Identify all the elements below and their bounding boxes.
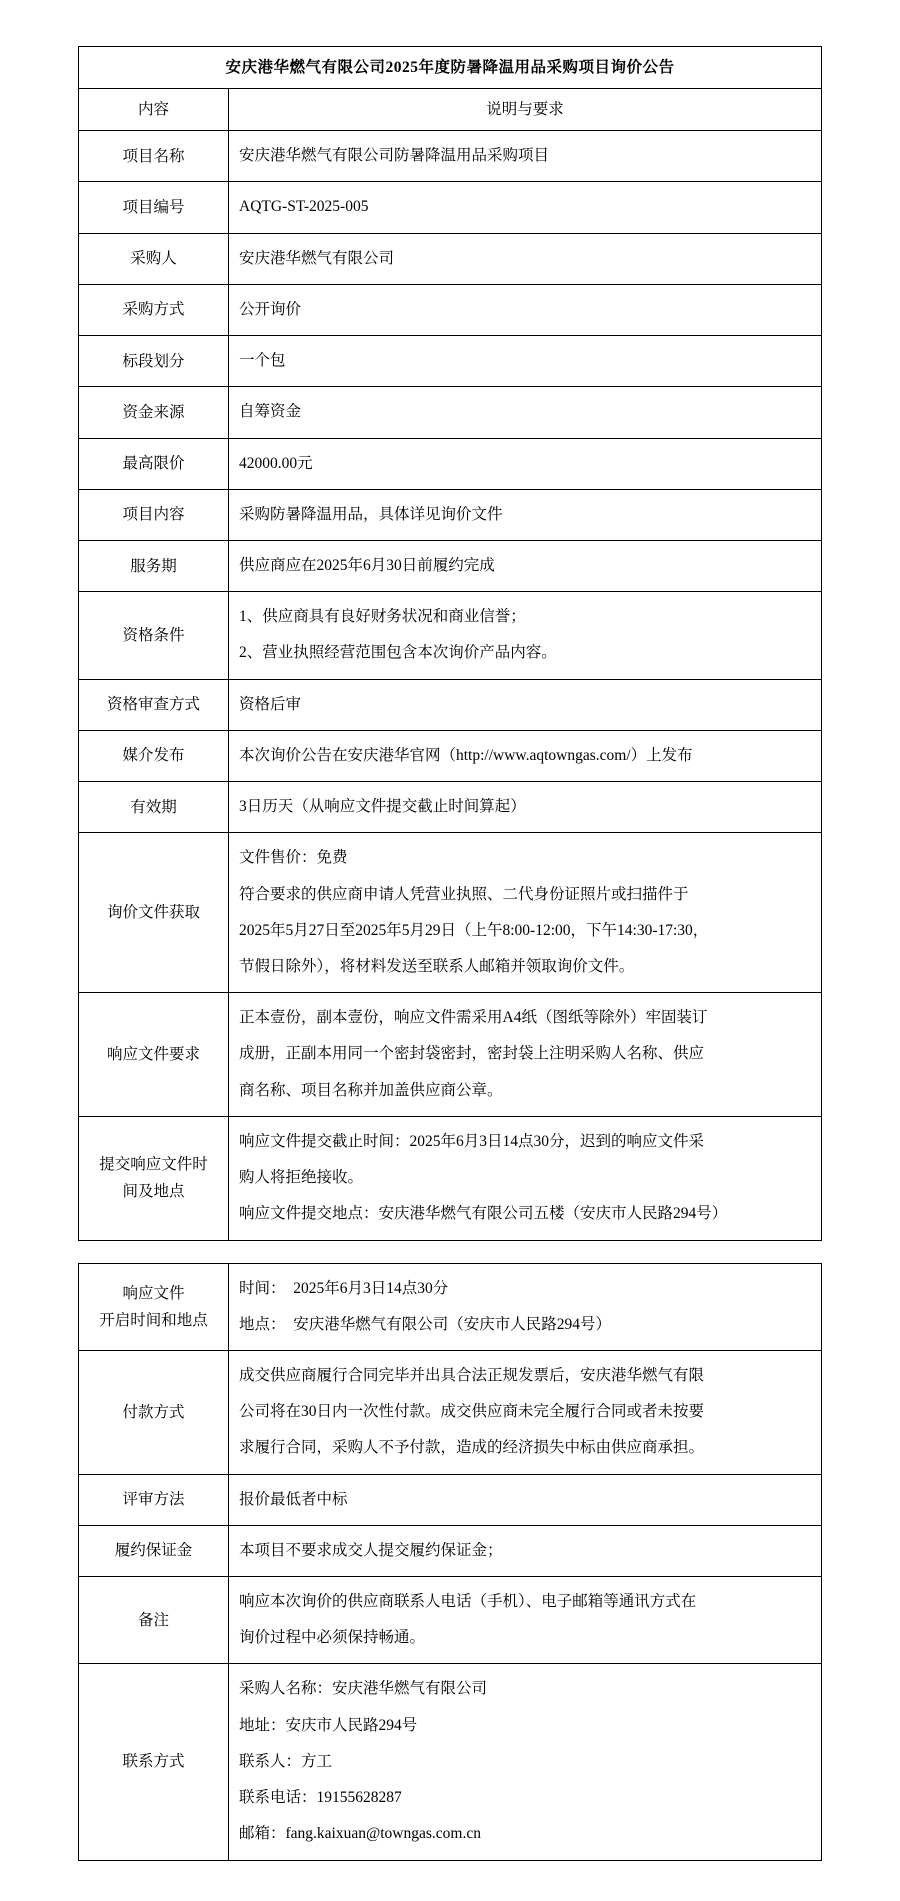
row-value [229, 336, 822, 387]
row-value [229, 1664, 822, 1860]
row-value-line: 公开询价 [239, 300, 302, 318]
row-value-line: 地点： 安庆港华燃气有限公司（安庆市人民路294号） [239, 1315, 612, 1333]
row-value [229, 782, 822, 833]
row-label: 最高限价 [79, 438, 229, 489]
announcement-table-top [78, 46, 822, 1241]
row-value [229, 679, 822, 730]
table-gap [78, 1241, 822, 1263]
row-value [229, 1263, 822, 1350]
row-label: 评审方法 [79, 1474, 229, 1525]
row-label: 媒介发布 [79, 730, 229, 781]
title-row [79, 47, 822, 89]
table-row [79, 182, 822, 233]
row-value [229, 182, 822, 233]
row-label: 付款方式 [79, 1350, 229, 1474]
table-row [79, 993, 822, 1117]
table-row [79, 833, 822, 993]
row-value [229, 1350, 822, 1474]
row-label: 响应文件要求 [79, 993, 229, 1117]
row-value [229, 1525, 822, 1576]
row-value-line: 自筹资金 [239, 403, 302, 421]
row-value [229, 387, 822, 438]
row-label: 标段划分 [79, 336, 229, 387]
row-label: 项目编号 [79, 182, 229, 233]
row-value-line: 2、营业执照经营范围包含本次询价产品内容。 [239, 644, 557, 662]
row-value-line: 响应文件提交截止时间：2025年6月3日14点30分，迟到的响应文件采 [239, 1132, 705, 1150]
row-label: 服务期 [79, 541, 229, 592]
table-rows-bottom [79, 1263, 822, 1860]
table-row [79, 1263, 822, 1350]
row-value [229, 284, 822, 335]
table-row [79, 541, 822, 592]
table-row [79, 782, 822, 833]
row-value-line: 时间： 2025年6月3日14点30分 [239, 1279, 449, 1297]
row-value-line: 联系电话：19155628287 [239, 1789, 402, 1807]
row-value-line: 采购人名称：安庆港华燃气有限公司 [239, 1680, 488, 1698]
row-value-line: 资格后审 [239, 695, 302, 713]
row-value-line: 供应商应在2025年6月30日前履约完成 [239, 557, 495, 574]
row-label: 采购人 [79, 233, 229, 284]
row-value-line: 采购防暑降温用品，具体详见询价文件 [239, 505, 503, 523]
row-label: 询价文件获取 [79, 833, 229, 993]
row-label: 资格审查方式 [79, 679, 229, 730]
row-value [229, 489, 822, 540]
table-row [79, 1577, 822, 1664]
row-value [229, 131, 822, 182]
row-label: 联系方式 [79, 1664, 229, 1860]
row-value [229, 592, 822, 679]
row-label: 资金来源 [79, 387, 229, 438]
row-label: 有效期 [79, 782, 229, 833]
row-value-line: 2025年5月27日至2025年5月29日（上午8:00-12:00，下午14:30-17:30， [239, 921, 709, 939]
row-value-line: 正本壹份，副本壹份，响应文件需采用A4纸（图纸等除外）牢固装订 [239, 1009, 708, 1027]
row-value-line: 求履行合同，采购人不予付款，造成的经济损失中标由供应商承担。 [239, 1439, 705, 1457]
column-header-description: 说明与要求 [229, 89, 822, 131]
row-value-line: AQTG-ST-2025-005 [239, 198, 369, 216]
row-value [229, 730, 822, 781]
row-value [229, 833, 822, 993]
page-title: 安庆港华燃气有限公司2025年度防暑降温用品采购项目询价公告 [79, 47, 822, 89]
row-value-line: 节假日除外），将材料发送至联系人邮箱并领取询价文件。 [239, 957, 635, 975]
row-label: 项目名称 [79, 131, 229, 182]
row-value [229, 541, 822, 592]
table-body-top [79, 47, 822, 131]
row-value-line: 商名称、项目名称并加盖供应商公章。 [239, 1081, 503, 1099]
row-value-line: 安庆港华燃气有限公司防暑降温用品采购项目 [239, 147, 550, 165]
row-label: 响应文件 开启时间和地点 [79, 1263, 229, 1350]
table-row [79, 438, 822, 489]
table-row [79, 284, 822, 335]
row-value-line: 购人将拒绝接收。 [239, 1169, 364, 1187]
row-label: 项目内容 [79, 489, 229, 540]
row-label: 采购方式 [79, 284, 229, 335]
table-row [79, 387, 822, 438]
row-value [229, 233, 822, 284]
row-value-line: 一个包 [239, 352, 286, 370]
table-row [79, 233, 822, 284]
row-value-line: 报价最低者中标 [239, 1490, 348, 1508]
row-value-line: 本次询价公告在安庆港华官网（http://www.aqtowngas.com/）上发布 [239, 746, 693, 764]
row-value [229, 438, 822, 489]
header-row [79, 89, 822, 131]
row-label: 履约保证金 [79, 1525, 229, 1576]
row-value [229, 1577, 822, 1664]
row-value-line: 42000.00元 [239, 454, 313, 472]
row-value-line: 1、供应商具有良好财务状况和商业信誉； [239, 608, 526, 626]
column-header-content: 内容 [79, 89, 229, 131]
row-value-line: 本项目不要求成交人提交履约保证金； [239, 1541, 503, 1559]
row-value [229, 1116, 822, 1240]
row-value-line: 文件售价：免费 [239, 849, 348, 867]
row-value-line: 成册，正副本用同一个密封袋密封，密封袋上注明采购人名称、供应 [239, 1045, 705, 1063]
row-value-line: 响应文件提交地点：安庆港华燃气有限公司五楼（安庆市人民路294号） [239, 1205, 728, 1223]
row-value-line: 响应本次询价的供应商联系人电话（手机）、电子邮箱等通讯方式在 [239, 1593, 697, 1611]
row-label: 资格条件 [79, 592, 229, 679]
table-row [79, 131, 822, 182]
table-row [79, 1116, 822, 1240]
row-value-line: 安庆港华燃气有限公司 [239, 249, 395, 267]
row-value-line: 联系人：方工 [239, 1752, 333, 1770]
table-row [79, 336, 822, 387]
row-label: 备注 [79, 1577, 229, 1664]
table-row [79, 489, 822, 540]
table-row [79, 1664, 822, 1860]
row-value-line: 公司将在30日内一次性付款。成交供应商未完全履行合同或者未按要 [239, 1403, 705, 1421]
table-row [79, 1525, 822, 1576]
row-value-line: 3日历天（从响应文件提交截止时间算起） [239, 798, 526, 816]
row-value-line: 询价过程中必须保持畅通。 [239, 1629, 426, 1647]
row-value [229, 1474, 822, 1525]
table-row [79, 730, 822, 781]
row-label: 提交响应文件时 间及地点 [79, 1116, 229, 1240]
table-row [79, 679, 822, 730]
row-value-line: 邮箱：fang.kaixuan@towngas.com.cn [239, 1825, 481, 1843]
row-value-line: 地址：安庆市人民路294号 [239, 1716, 418, 1734]
table-row [79, 1474, 822, 1525]
table-row [79, 1350, 822, 1474]
row-value-line: 成交供应商履行合同完毕并出具合法正规发票后，安庆港华燃气有限 [239, 1366, 705, 1384]
row-value-line: 符合要求的供应商申请人凭营业执照、二代身份证照片或扫描件于 [239, 885, 689, 903]
row-value [229, 993, 822, 1117]
table-rows-top [79, 131, 822, 1240]
announcement-table-bottom [78, 1263, 822, 1861]
table-row [79, 592, 822, 679]
